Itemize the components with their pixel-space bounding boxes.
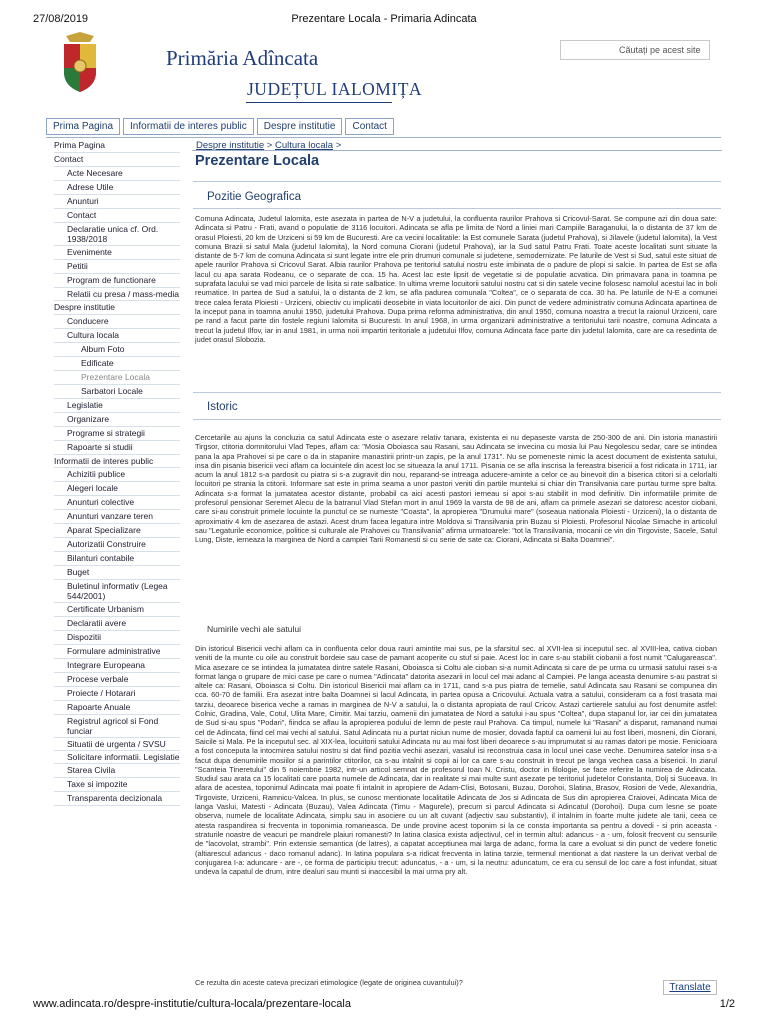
sidebar-item[interactable]: Informatii de interes public	[54, 455, 180, 468]
subtitle-underline	[246, 102, 392, 103]
print-url: www.adincata.ro/despre-institutie/cultura-locala/prezentare-locala	[33, 998, 351, 1010]
section-heading-geo: Pozitie Geografica	[207, 191, 301, 203]
sidebar-item[interactable]: Despre institutie	[54, 301, 180, 315]
coat-of-arms-icon	[60, 32, 100, 94]
sidebar-item[interactable]: Anunturi vanzare teren	[54, 510, 180, 524]
section-rule	[193, 392, 721, 393]
sidebar-item[interactable]: Prezentare Locala	[54, 371, 180, 385]
sidebar-item[interactable]: Cultura locala	[54, 329, 180, 343]
sidebar-item[interactable]: Rapoarte Anuale	[54, 701, 180, 715]
tab-prima-pagina[interactable]: Prima Pagina	[46, 118, 120, 135]
subheading-numirile: Numirile vechi ale satului	[207, 624, 302, 634]
sidebar-item[interactable]: Starea Civila	[54, 764, 180, 778]
sidebar-item[interactable]: Transparenta decizionala	[54, 792, 180, 806]
site-subtitle: JUDEȚUL IALOMIȚA	[247, 79, 423, 99]
sidebar-item[interactable]: Buget	[54, 566, 180, 580]
sidebar-item[interactable]: Edificate	[54, 357, 180, 371]
sidebar-item[interactable]: Anunturi	[54, 195, 180, 209]
sidebar-item[interactable]: Declaratie unica cf. Ord. 1938/2018	[54, 223, 180, 246]
sidebar-item[interactable]: Formulare administrative	[54, 645, 180, 659]
breadcrumb-separator: >	[266, 140, 275, 151]
search-input[interactable]	[560, 40, 710, 60]
sidebar-item[interactable]: Aparat Specializare	[54, 524, 180, 538]
print-title: Prezentare Locala - Primaria Adincata	[291, 13, 477, 25]
sidebar-item[interactable]: Acte Necesare	[54, 167, 180, 181]
sidebar-item[interactable]: Procese verbale	[54, 673, 180, 687]
page-title: Prezentare Locala	[195, 153, 320, 169]
sidebar-item[interactable]: Autorizatii Construire	[54, 538, 180, 552]
tab-informatii-interes-public[interactable]: Informatii de interes public	[123, 118, 254, 135]
top-navigation	[46, 118, 394, 135]
sidebar-item[interactable]: Adrese Utile	[54, 181, 180, 195]
tab-contact[interactable]: Contact	[345, 118, 393, 135]
section-rule	[193, 181, 721, 182]
search-placeholder: Cãutați pe acest site	[619, 45, 701, 55]
section-heading-istoric: Istoric	[207, 401, 238, 413]
sidebar-item[interactable]: Petitii	[54, 260, 180, 274]
site-title: Primăria Adîncata	[166, 46, 319, 70]
nav-divider	[46, 137, 721, 138]
sidebar-item[interactable]: Programe si strategii	[54, 427, 180, 441]
breadcrumb-cultura-locala[interactable]: Cultura locala	[274, 140, 334, 151]
sidebar-item[interactable]: Proiecte / Hotarari	[54, 687, 180, 701]
print-header	[33, 13, 735, 29]
sidebar-item[interactable]: Relatii cu presa / mass-media	[54, 288, 180, 301]
sidebar-item[interactable]: Sarbatori Locale	[54, 385, 180, 399]
sidebar-item[interactable]: Organizare	[54, 413, 180, 427]
sidebar-item[interactable]: Integrare Europeana	[54, 659, 180, 673]
paragraph-tail: Ce rezulta din aceste cateva precizari etimologice (legate de originea cuvantului)?	[195, 978, 463, 987]
sidebar-item[interactable]: Album Foto	[54, 343, 180, 357]
paragraph-numirile: Din istoricul Bisericii vechi aflam ca in confluenta celor doua rauri amintite mai sus, pe la sfarsitul sec. al XVII-lea si inceputul sec. al XVIII-lea, cativa cioban veniti de la munte cu oile au construit bordeie sau case de pamant acoperite cu stuf si paie. Acest loc in care s-au stabilit ciobanii a fost numit "Calugareasca". Mica asezare ce se intindea la jumatatea dintre satele Rasani, Oboiasca si Coltu ale cioban si-a numit Adincata si care de pe urma cu urmasii satului rasei s-a format langa o grupare de mici case pe care o numea "Adincata" datorita asezarii in locul cel mai adanc al Campiei. Pe langa aceasta denumire s-au pastrat si altele ca: Rasani, Oboiasca si Coltu. Din istoricul Bisericii mai aflam ca in 1711, cand s-a pus piatra de temelie, satul Adincata sau Rasani se compunea din cca. 60-70 de familii. Era asezat intre balta Doamnei si lacul Adincata, in partea opusa a Cricovului. Actuala vatra a satului, consideram ca a fost trasata mai tarziu, deoarece biserica veche a ramas in marginea de N-V a satului, la o distanta apropiata de raul Cricov. Astazi cartierele satului au fost denumite astfel: Colnic, Gradina, Vale, Cotul, Ulita Mare, Cimitir. Mai tarziu, oamenii din jumatatea de Nord a satului i-au spus "Coltea", dupa stapanul lor, iar cei din jumatatea de Sud si-au spus "Podari", fiindca se aflau la apropierea podului de lemn de peste raul Prahova. Ca timpul, numele lui "Rasani" a disparut, ramanand numai cel de Adincata, fiind cel mai vechi al satului. Satul Adincata nu a purtat niciun nume de mosier, dovada faptul ca oamenii lui au fost liberi, mosneni, din Ciorani, Saicile si Mala. Pe la inceputul sec. al XIX-lea, locuitorii satului Adincata nu au mai fost liberi deoarece s-au imprumutat si au ramas datori pe mosie. Fenicioara a fost conceputa la intocmirea satului nostru si dat fiind pozitia vechii asezari, vasalul isi reconstruia casa in locul unei case veche. Denumirea satelor insa s-a facut dupa denumirile mosiilor si a parintilor ctitorilor, ca s-au intalnit si copii ai lor ca care s-au construit in trecut pe langa vechea casa a bisericii. In ziarul "Scanteia Tineretului" din 5 noiembrie 1982, intr-un articol semnat de profesorul Ioan N. Cristu, doctor in filologie, se face referire la numirea de Adincata. Studiul sau arata ca 15 localitati care poarta numele de Adincata, dar in realitate si mai multe sunt asezate pe teritoriul judetelor Constanta, Dolj si Suceava. In afara de acestea, toponimul Adincata mai poate fi intalnit in apropiere de Adam-Clisi, Botosani, Buzau, Dorohoi, Slatina, Brasov, Rosiori de Vede, Alexandria, Tirgoviste, Urziceni, Ramnicu-Valcea. In plus, se cunosc mentionate localitatile Adincata de Jos si Adincata de Sus din apropierea Craiovei, Adincata Mica de langa Vaslui, Matesti - Adincata (Buzau), Valea Adincata (Tirnu - Magurele), precum si parcul Adincata si Adincatul (Dorohoi). Dupa cum lesne se poate observa, numele de localitate Adincata, simplu sau in asociere cu un alt cuvant (adjectiv sau substantiv), il intalnim in foarte multe judete ale tarii, ceea ce atesta raspandirea si frecventa in toponimia romaneasca. De unde provine acest toponim si la ce consta importanta sa pentru a dovedi - si prin aceasta - straturile noastre de veacuri pe mandrele plaiuri romanesti? In latina clasica exista adjectivul, cel in termin altul: adancus - a - um, folosit frecvent cu sensurile de "lacovolat, strambi". Prin extensie semantica (de latres), a capatat acceptiunea mai larga de adanc, forma la care a evoluat si din punct de vedere fonetic (altiarescul adancus - daco romanul adanc). In latina populara s-a ridicat frecventa in latina tarzie, termenul mentionat a dat nastere la un derivat verbal de conjugarea I-a: aduncare - are -, ce forma de participiu trecut: aduncatus, - a - um, si la neutru: aduncatum, ce era cu sensul de loc care a fost infundat, situat undeva la capatul de drum, intre dealuri sau munti si inaccesibil la mai urma pry alt.	[195, 644, 717, 877]
tab-despre-institutie[interactable]: Despre institutie	[257, 118, 343, 135]
sidebar-item[interactable]: Taxe si impozite	[54, 778, 180, 792]
sidebar-menu	[54, 139, 180, 1019]
sidebar-item[interactable]: Certificate Urbanism	[54, 603, 180, 617]
sidebar-item[interactable]: Program de functionare	[54, 274, 180, 288]
sidebar-item[interactable]: Alegeri locale	[54, 482, 180, 496]
breadcrumb-separator: >	[335, 140, 342, 151]
sidebar-item[interactable]: Legislatie	[54, 399, 180, 413]
sidebar-item[interactable]: Dispozitii	[54, 631, 180, 645]
sidebar-item[interactable]: Solicitare informatii. Legislatie	[54, 751, 180, 764]
breadcrumb-despre-institutie[interactable]: Despre institutie	[196, 140, 265, 151]
site-header	[60, 30, 710, 112]
sidebar-item[interactable]: Situatii de urgenta / SVSU	[54, 738, 180, 751]
sidebar-item[interactable]: Conducere	[54, 315, 180, 329]
translate-button[interactable]: Translate	[663, 980, 717, 995]
paragraph-istoric: Cercetarile au ajuns la concluzia ca satul Adincata este o asezare relativ tanara, existenta ei nu depaseste varsta de 250-300 de ani. Din istoria manastirii Tirgsor, ctitoria domnitorului Vlad Tepes, aflam ca: "Mosia Oboiasca sau Rasani, sau Adincata se invecina cu mosia lui Pau Negolescu sedar, care se intindea pana la apa Prahovei si pe care o da in stapanire manastirii printr-un zapis, pe la anul 1731". Nu se pomeneste nimic la acest document de existenta satului, insa din pisania bisericii veci aflam ca locuintele din acest loc se situeaza la anul 1711. Pisania ce se afla inscrisa la fereastra bisericii a fost ridicata in 1711, iar acum la anul 1812 s-a pardosit cu piatra si s-a zugravit din nou, reparand-se intreaga aducere-aminte a celor ce au binevoit din a biserica ctitori si a celorlalti locuitori pe strania la ctitorii. Informare sat este in prima seama a unor pastori veniti din partile muntelui si chiar din Transilvania care purtau turme spre balta. Adincata s-a format la jumatatea acestor distante, probabil ca aici acesti pastori ierneau si apoi s-au stabilit in mod definitiv. Din informatiile primite de profesorul pensionar Seremet Alecu de la batranul Vlad Stefan mort in anul 1969 la varsta de 98 de ani, aflam ca primele asezari se datoresc acestor ciobani, care si-au construit primele locuinte la punctul ce se numeste "Coasta", la apropierea "Drumului mare" (soseaua nationala Ploiesti - Urziceni), la o distanta de aproximativ 4 km de asezarea de astazi. Acest drum facea legatura intre Moldova si Transilvania prin Buzau si Ploiesti. Profesorul Nicolae Simache in articolul sau "Legaturile economice, politice si culturale ale Prahovei cu Transilvania" afirma urmatoarele: "tot la Transilvania, mocanii ce vin din Tirgoviste, Sacele, Satul Lung, Diste, ierneaza la marginea de Nord a campiei Tarii Romanesti si cu serie de sate ca: Ciorani, Adincata si Balta Doamnei".	[195, 433, 717, 545]
paragraph-geo: Comuna Adincata, Judetul Ialomita, este asezata in partea de N-V a judetului, la confluenta raurilor Prahova si Cricovul-Sarat. Se compune azi din doua sate: Adincata si Patru - Frati, avand o populatie de 3116 locuitori. Adincata se afla pe limita de Nord a liniei mari Campiile Baraganului, la o distanta de 37 km de orasul Ploiesti, 20 km de Urziceni si 59 km de Bucuresti. Are ca vecini localitatile: la Est comunele Sarata (judetul Prahova), si Jilavele (judetul Ialomita), la Vest comuna Brazii si satul Mala (judetul Ialomita), la Nord comuna Ciorani (judetul Prahova), iar la Sud satul Patru Frati. Toate aceste localitati sunt situate la distante de 5-7 km de comuna Adincata si sunt legate intre ele prin drumuri comunale si judetene, semodernizate. Pe laturile de Vest si Sud, satul este situat de apele raurilor Prahova si Cricovul Sarat. Albia raurilor Prahova pe teritoriul satului nostru este imbinata de o padure de plopi si salcie. In partea de Est se afla lacul cu apa sarata Rodeanu, ce o separate de cca. 15 ha. Acest lac este lipsit de vegetatie si de populatie acvatica. Din primavara pana in toamna pe suprafata lacului se vad mici parcele de lisita si rate salbatice. In ultima vreme locuitorii satului nostru cat si din satele vecine folosesc namolul acestui lac in boli reumatice. In partea de Sud a satului, la o distanta de 2 km, se afla padurea comunala "Coltea", ce o separata de cca. 30 ha. Pe laturile de N-E a comunei trece calea ferata Ploiesti - Urziceni, obiectiv cu implicatii deosebite in viata locuitorilor de aici. Din punct de vedere administrativ comuna Adincata apartinea de la inceput pana in toamna anului 1950, judetului Prahova. Dupa prima reforma administrativa, din anul 1950, comuna noastra a trecut la raionul Urziceni, care pe rand a facut parte din fostele regiuni Ialomita si Bucuresti. In anul 1968, in urma organizarii administrative a teritoriului tarii noastre, comuna Adincata a trecut la judetul Ilfov, iar in anul 1981, in urma noii impartiri teritoriale a judetului Ilfov, comuna Adincata face parte din judetul Ialomita, care are ca resedinta de judet orasul Slobozia.	[195, 214, 717, 344]
sidebar-item[interactable]: Buletinul informativ (Legea 544/2001)	[54, 580, 180, 603]
sidebar-item[interactable]: Contact	[54, 153, 180, 167]
print-page-number: 1/2	[719, 998, 735, 1010]
sidebar-item[interactable]: Contact	[54, 209, 180, 223]
sidebar-item[interactable]: Anunturi colective	[54, 496, 180, 510]
sidebar-item[interactable]: Declaratii avere	[54, 617, 180, 631]
sidebar-item[interactable]: Prima Pagina	[54, 139, 180, 153]
sidebar-item[interactable]: Registrul agricol si Fond funciar	[54, 715, 180, 738]
sidebar-item[interactable]: Bilanturi contabile	[54, 552, 180, 566]
section-rule	[193, 208, 721, 209]
print-date: 27/08/2019	[33, 13, 89, 25]
sidebar-item[interactable]: Rapoarte si studii	[54, 441, 180, 455]
sidebar-item[interactable]: Evenimente	[54, 246, 180, 260]
breadcrumb-divider	[192, 150, 722, 151]
sidebar-item[interactable]: Achizitii publice	[54, 468, 180, 482]
section-rule	[193, 419, 721, 420]
print-footer	[33, 998, 735, 1014]
